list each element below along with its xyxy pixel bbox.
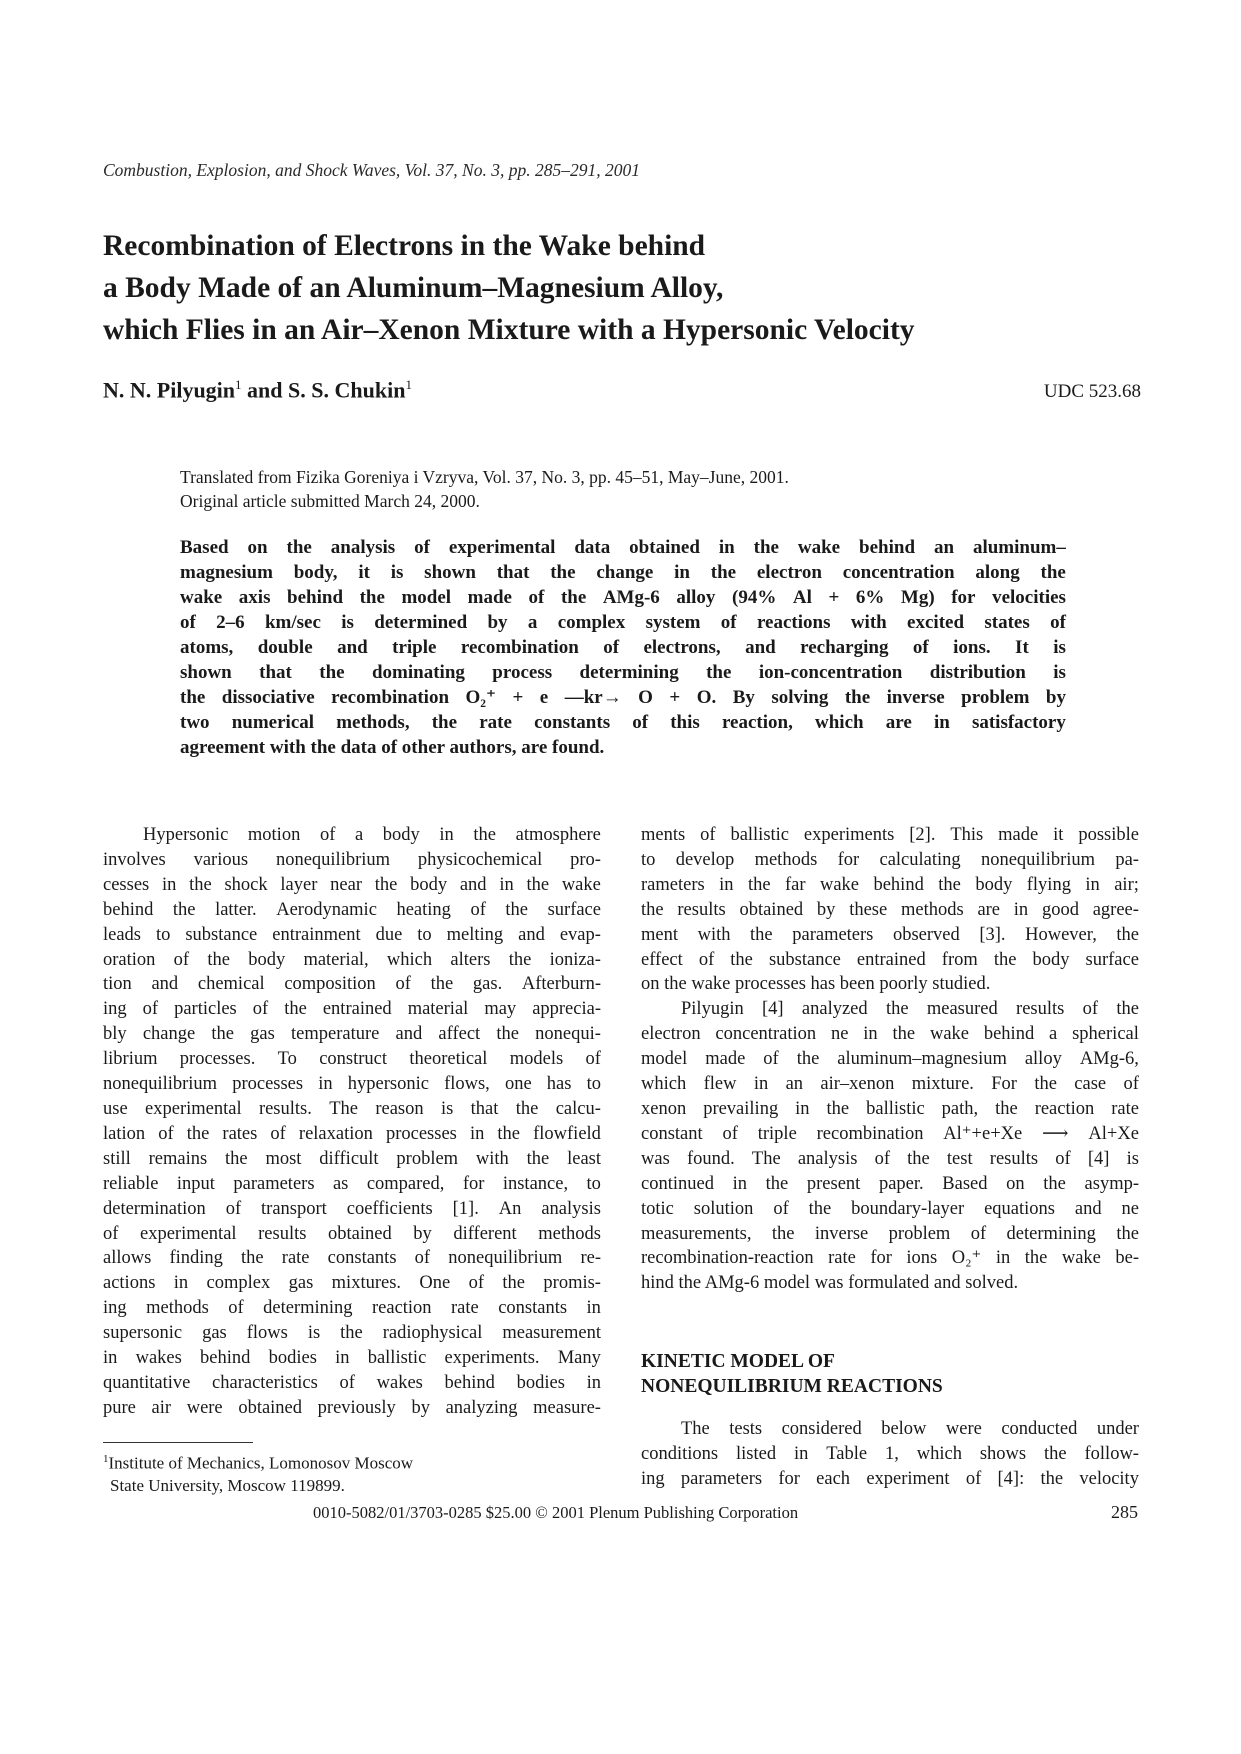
text-line: electron concentration ne in the wake behind a spherical <box>641 1024 1139 1045</box>
page-number: 285 <box>1111 1502 1138 1522</box>
abstract-line: the dissociative recombination O₂⁺ + e —kr→ O + O. By solving the inverse problem by <box>180 687 1066 708</box>
text-line: librium processes. To construct theoretical models of <box>103 1049 601 1070</box>
author-1: N. N. Pilyugin <box>103 377 236 403</box>
text-line: model made of the aluminum–magnesium alloy AMg-6, <box>641 1049 1139 1070</box>
udc-code: UDC 523.68 <box>1043 381 1141 402</box>
text-line: tion and chemical composition of the gas. Afterburn- <box>103 974 601 995</box>
text-line: actions in complex gas mixtures. One of the promis- <box>103 1273 601 1294</box>
text-line: of experimental results obtained by different methods <box>103 1223 601 1244</box>
journal-citation: Combustion, Explosion, and Shock Waves, Vol. 37, No. 3, pp. 285–291, 2001 <box>103 160 640 180</box>
abstract-line: shown that the dominating process determining the ion-concentration distribution is <box>180 662 1066 683</box>
text-line: ment with the parameters observed [3]. However, the <box>641 924 1139 945</box>
abstract-line: atoms, double and triple recombination of electrons, and recharging of ions. It is <box>180 637 1066 658</box>
paper-title <box>103 225 1153 351</box>
text-line: on the wake processes has been poorly studied. <box>641 974 991 995</box>
authors <box>103 377 412 403</box>
section-heading <box>641 1349 943 1399</box>
text-line: bly change the gas temperature and affect the nonequi- <box>103 1024 601 1045</box>
text-line: behind the latter. Aerodynamic heating of the surface <box>103 899 601 920</box>
text-line: involves various nonequilibrium physicochemical pro- <box>103 849 601 870</box>
author-2: S. S. Chukin <box>288 377 406 403</box>
text-line: totic solution of the boundary-layer equations and ne <box>641 1198 1139 1219</box>
abstract-line: magnesium body, it is shown that the change in the electron concentration along the <box>180 562 1066 583</box>
footnote <box>103 1448 413 1497</box>
text-line: ing parameters for each experiment of [4]: the velocity <box>641 1468 1139 1489</box>
text-line: Pilyugin [4] analyzed the measured results of the <box>681 999 1139 1020</box>
text-line: the results obtained by these methods are in good agree- <box>641 899 1139 920</box>
text-line: oration of the body material, which alters the ioniza- <box>103 949 601 970</box>
text-line: constant of triple recombination Al⁺+e+Xe ⟶ Al+Xe <box>641 1123 1139 1144</box>
body-column-right-section <box>641 1417 1139 1492</box>
text-line: in wakes behind bodies in ballistic experiments. Many <box>103 1348 601 1369</box>
text-line: conditions listed in Table 1, which shows the follow- <box>641 1443 1139 1464</box>
abstract-line: agreement with the data of other authors, are found. <box>180 737 605 758</box>
text-line: use experimental results. The reason is that the calcu- <box>103 1098 601 1119</box>
footnote-line: State University, Moscow 119899. <box>110 1475 345 1495</box>
text-line: ments of ballistic experiments [2]. This made it possible <box>641 825 1139 845</box>
copyright-line: 0010-5082/01/3703-0285 $25.00 © 2001 Plenum Publishing Corporation <box>313 1503 799 1522</box>
text-line: quantitative characteristics of wakes behind bodies in <box>103 1372 601 1393</box>
text-line: reliable input parameters as compared, for instance, to <box>103 1173 601 1194</box>
abstract <box>180 535 1066 760</box>
text-line: effect of the substance entrained from the body surface <box>641 949 1139 970</box>
abstract-line: Based on the analysis of experimental data obtained in the wake behind an aluminum– <box>180 537 1066 558</box>
text-line: to develop methods for calculating nonequilibrium pa- <box>641 849 1139 870</box>
title-line: Recombination of Electrons in the Wake behind <box>103 230 706 262</box>
text-line: determination of transport coefficients [1]. An analysis <box>103 1198 601 1219</box>
text-line: supersonic gas flows is the radiophysical measurement <box>103 1323 601 1344</box>
abstract-line: wake axis behind the model made of the AMg-6 alloy (94% Al + 6% Mg) for velocities <box>180 587 1066 608</box>
abstract-line: two numerical methods, the rate constants of this reaction, which are in satisfactory <box>180 712 1066 733</box>
affiliation-mark: 1 <box>405 377 412 392</box>
author-separator: and <box>241 377 289 403</box>
text-line: still remains the most difficult problem with the least <box>103 1148 601 1169</box>
footnote-mark: 1 <box>103 1453 109 1465</box>
title-line: a Body Made of an Aluminum–Magnesium Alloy, <box>103 272 724 304</box>
text-line: nonequilibrium processes in hypersonic flows, one has to <box>103 1074 601 1095</box>
text-line: allows finding the rate constants of nonequilibrium re- <box>103 1248 601 1269</box>
text-line: ing methods of determining reaction rate constants in <box>103 1298 601 1319</box>
text-line: hind the AMg-6 model was formulated and solved. <box>641 1273 1019 1294</box>
text-line: which flew in an air–xenon mixture. For the case of <box>641 1074 1139 1095</box>
footnote-rule <box>103 1442 253 1443</box>
text-line: rameters in the far wake behind the body flying in air; <box>641 874 1139 895</box>
section-heading-line: KINETIC MODEL OF <box>641 1351 835 1372</box>
body-column-left <box>103 823 601 1421</box>
text-line: was found. The analysis of the test results of [4] is <box>641 1148 1139 1169</box>
translation-note <box>180 465 789 513</box>
text-line: Hypersonic motion of a body in the atmosphere <box>143 825 601 845</box>
text-line: continued in the present paper. Based on the asymp- <box>641 1173 1139 1194</box>
translation-line: Original article submitted March 24, 2000. <box>180 491 480 511</box>
text-line: lation of the rates of relaxation processes in the flowfield <box>103 1123 601 1144</box>
text-line: cesses in the shock layer near the body and in the wake <box>103 874 601 895</box>
section-heading-line: NONEQUILIBRIUM REACTIONS <box>641 1376 943 1397</box>
footnote-line: Institute of Mechanics, Lomonosov Moscow <box>108 1453 414 1473</box>
text-line: recombination-reaction rate for ions O₂⁺ in the wake be- <box>641 1248 1139 1269</box>
body-column-right <box>641 823 1139 1296</box>
text-line: pure air were obtained previously by analyzing measure- <box>103 1397 601 1418</box>
affiliation-mark: 1 <box>235 377 242 392</box>
text-line: measurements, the inverse problem of determining the <box>641 1223 1139 1244</box>
text-line: xenon prevailing in the ballistic path, the reaction rate <box>641 1098 1139 1119</box>
translation-line: Translated from Fizika Goreniya i Vzryva, Vol. 37, No. 3, pp. 45–51, May–June, 2001. <box>180 467 789 487</box>
abstract-line: of 2–6 km/sec is determined by a complex system of reactions with excited states of <box>180 612 1066 633</box>
title-line: which Flies in an Air–Xenon Mixture with a Hypersonic Velocity <box>103 314 915 346</box>
text-line: leads to substance entrainment due to melting and evap- <box>103 924 601 945</box>
text-line: The tests considered below were conducted under <box>681 1419 1139 1439</box>
text-line: ing of particles of the entrained material may apprecia- <box>103 999 601 1020</box>
